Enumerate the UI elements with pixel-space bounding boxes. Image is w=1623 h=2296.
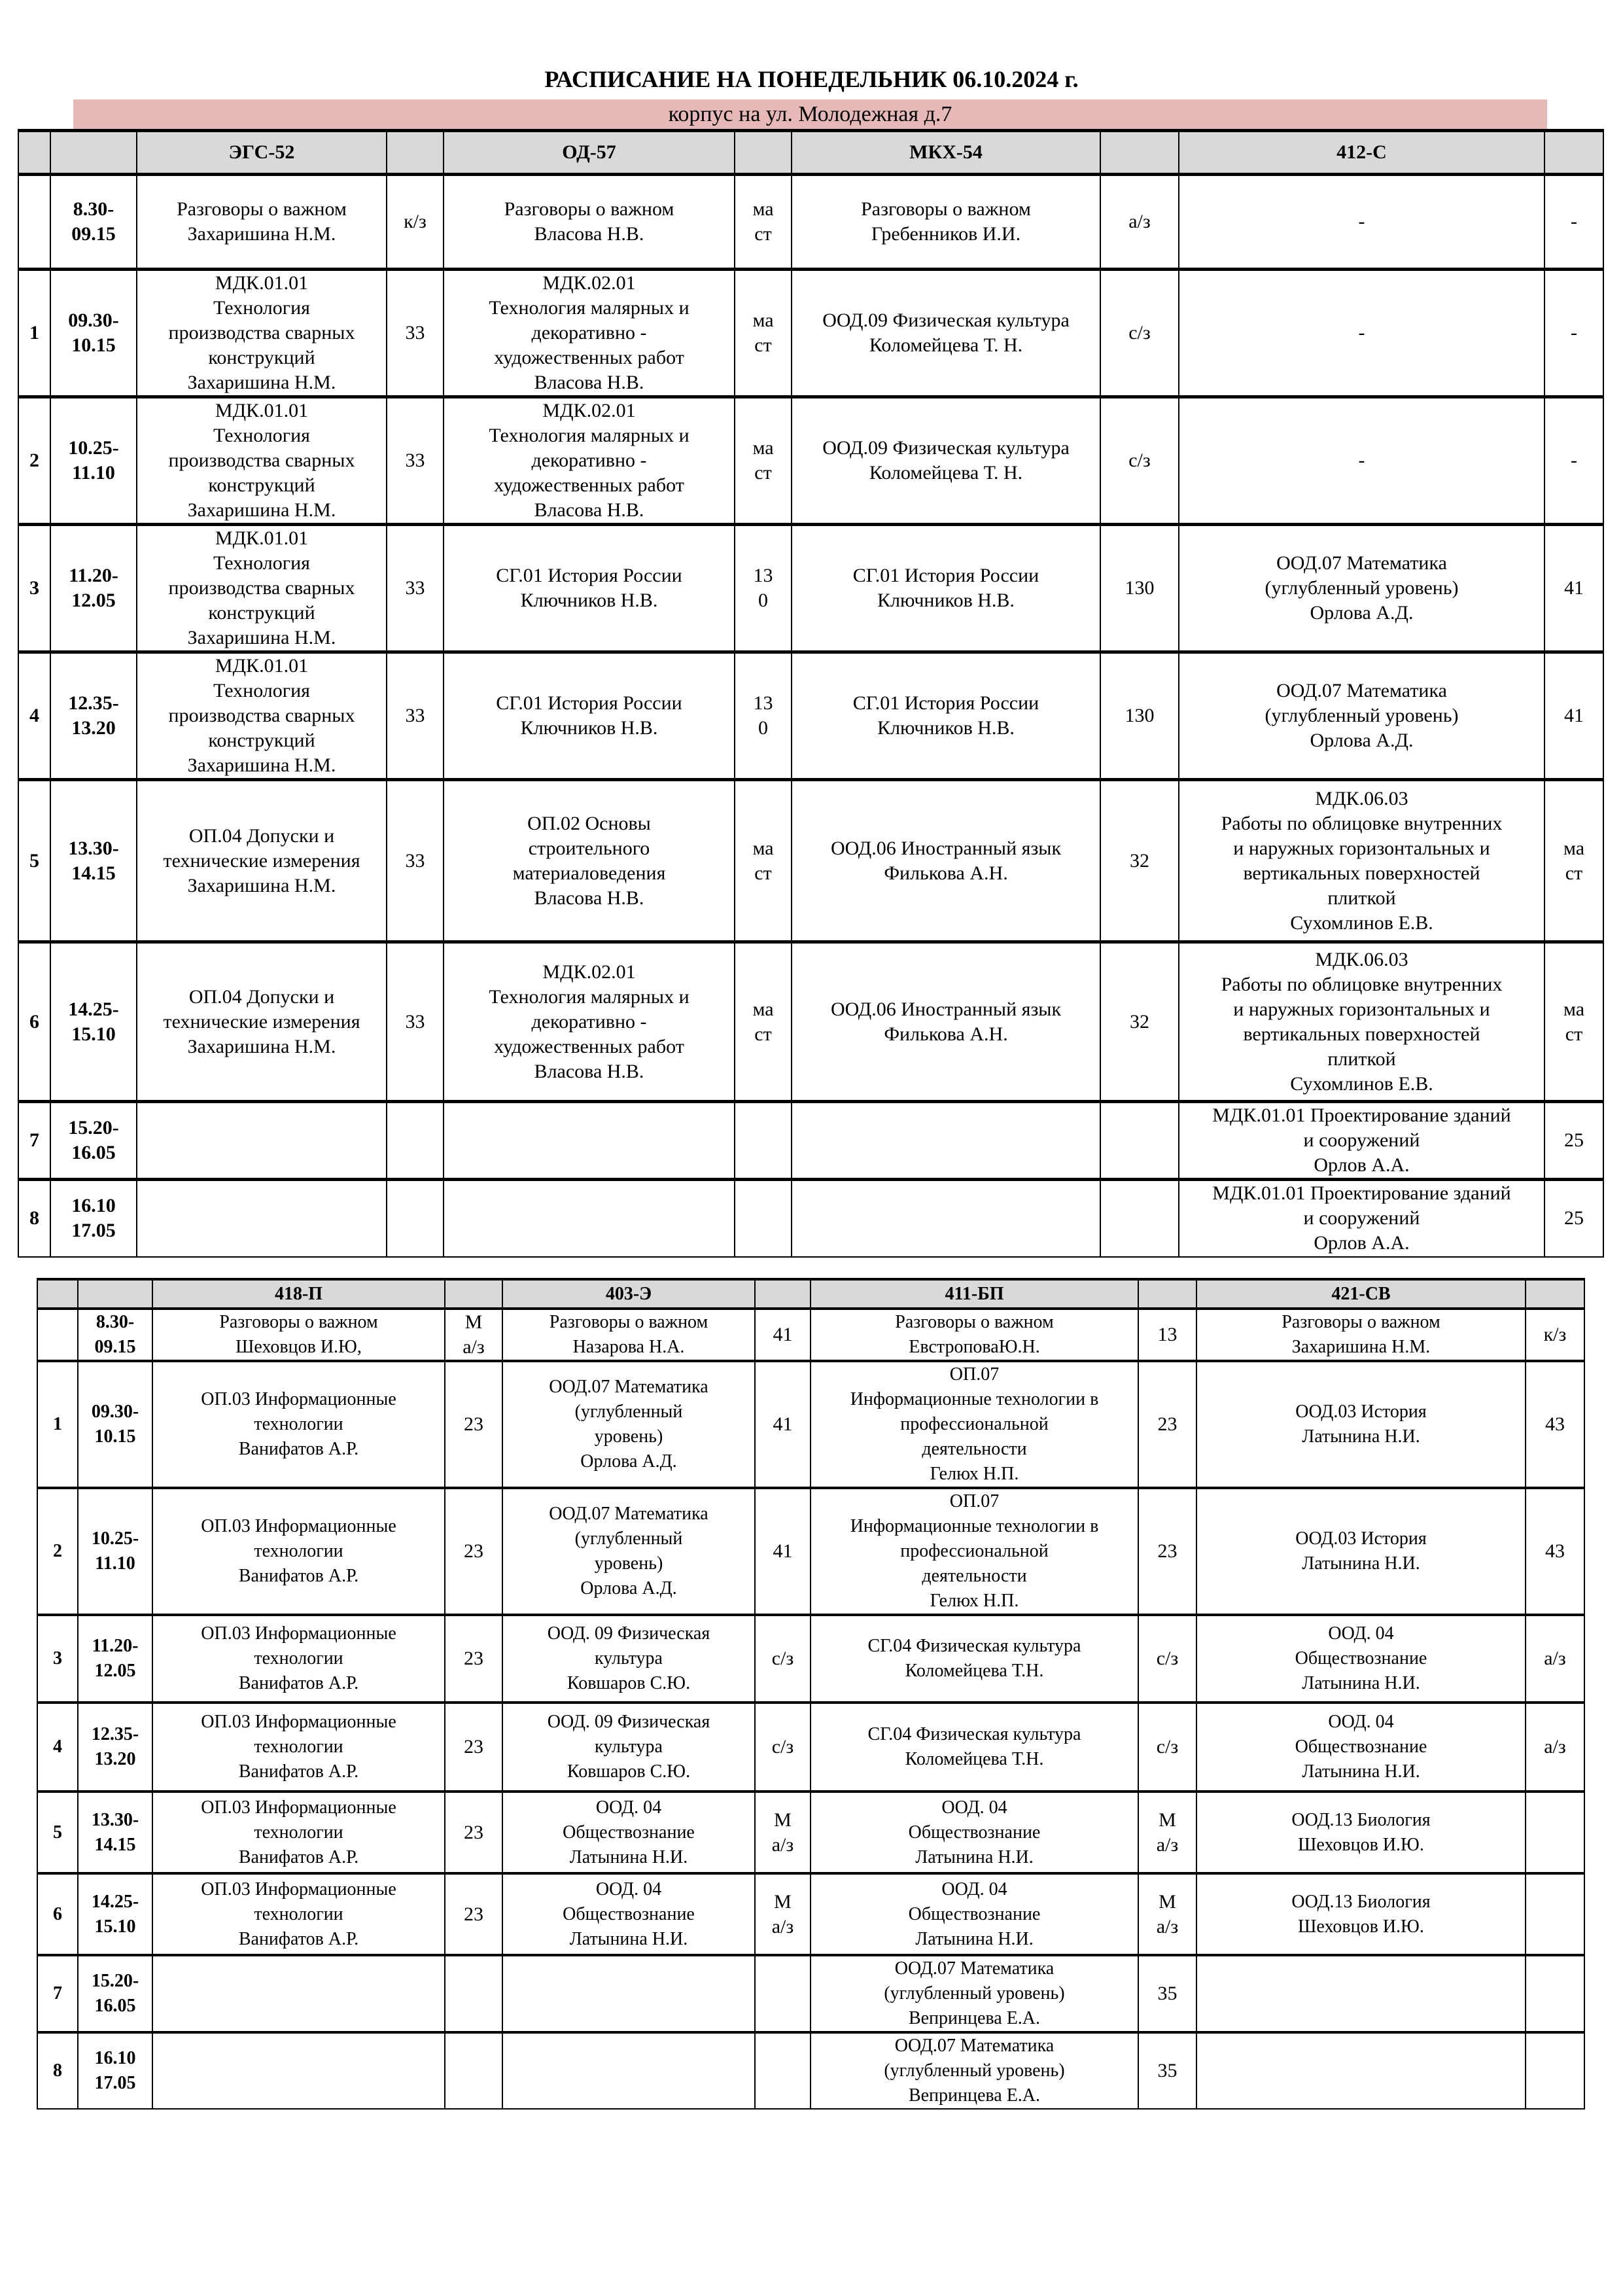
subject-cell: ОП.03 Информационные технологии Ванифатов А.Р.: [152, 1703, 445, 1792]
room-cell: 23: [445, 1615, 502, 1703]
subject-cell: ООД.03 История Латынина Н.И.: [1196, 1488, 1526, 1615]
lesson-number: 1: [37, 1361, 78, 1488]
room-cell: [755, 1955, 811, 2032]
subject-cell: [152, 1955, 445, 2032]
room-cell: 41: [1544, 652, 1603, 780]
room-cell: М а/з: [755, 1873, 811, 1955]
page-title: РАСПИСАНИЕ НА ПОНЕДЕЛЬНИК 06.10.2024 г.: [544, 66, 1079, 92]
room-cell: 23: [1138, 1361, 1196, 1488]
subject-cell: ООД. 09 Физическая культура Ковшаров С.Ю.: [502, 1615, 755, 1703]
subject-cell: ООД. 04 Обществознание Латынина Н.И.: [502, 1792, 755, 1873]
room-cell: с/з: [1100, 270, 1179, 397]
room-cell: 32: [1100, 780, 1179, 942]
subject-cell: ООД.09 Физическая культура Коломейцева Т. Н.: [792, 270, 1100, 397]
subject-cell: ОП.04 Допуски и технические измерения Захаришина Н.М.: [137, 780, 387, 942]
table-row: [18, 652, 1603, 780]
lesson-time: 14.25- 15.10: [78, 1873, 152, 1955]
room-cell: 23: [445, 1792, 502, 1873]
subject-cell: ОП.02 Основы строительного материаловедения Власова Н.В.: [444, 780, 735, 942]
table-row: [37, 1703, 1584, 1792]
subject-cell: СГ.01 История России Ключников Н.В.: [444, 652, 735, 780]
lesson-time: 11.20- 12.05: [78, 1615, 152, 1703]
subject-cell: МДК.01.01 Технология производства сварных конструкций Захаришина Н.М.: [137, 270, 387, 397]
table-row: [18, 397, 1603, 525]
subject-cell: ООД.13 Биология Шеховцов И.Ю.: [1196, 1873, 1526, 1955]
lesson-number: [37, 1309, 78, 1361]
subject-cell: Разговоры о важном Шеховцов И.Ю,: [152, 1309, 445, 1361]
subject-cell: МДК.01.01 Технология производства сварных конструкций Захаришина Н.М.: [137, 397, 387, 525]
room-cell: 32: [1100, 942, 1179, 1102]
subject-cell: ООД. 04 Обществознание Латынина Н.И.: [1196, 1615, 1526, 1703]
room-cell: с/з: [1100, 397, 1179, 525]
room-cell: 23: [1138, 1488, 1196, 1615]
room-cell: [445, 2032, 502, 2109]
room-cell: [735, 1102, 792, 1180]
subject-cell: ООД. 04 Обществознание Латынина Н.И.: [811, 1792, 1138, 1873]
subject-cell: ООД.07 Математика (углубленный уровень) Орлова А.Д.: [1179, 652, 1544, 780]
lesson-time: 8.30- 09.15: [50, 175, 137, 270]
lesson-time: 09.30- 10.15: [78, 1361, 152, 1488]
lesson-time: 16.10 17.05: [78, 2032, 152, 2109]
lesson-number: 7: [37, 1955, 78, 2032]
room-cell: к/з: [1526, 1309, 1584, 1361]
group-header: 418-П: [152, 1279, 445, 1309]
room-cell: ма ст: [735, 780, 792, 942]
table-row: [37, 1873, 1584, 1955]
room-cell: 33: [387, 397, 444, 525]
room-cell: 41: [1544, 525, 1603, 652]
subject-cell: ООД.07 Математика (углубленный уровень) Вепринцева Е.А.: [811, 2032, 1138, 2109]
room-cell: 41: [755, 1309, 811, 1361]
table-row: [18, 270, 1603, 397]
subject-cell: [502, 1955, 755, 2032]
room-cell: а/з: [1526, 1615, 1584, 1703]
lesson-number: 8: [37, 2032, 78, 2109]
room-cell: 23: [445, 1488, 502, 1615]
group-header: 403-Э: [502, 1279, 755, 1309]
lesson-number: 3: [37, 1615, 78, 1703]
room-cell: 25: [1544, 1102, 1603, 1180]
room-cell: -: [1544, 270, 1603, 397]
table-row: [18, 175, 1603, 270]
subject-cell: -: [1179, 270, 1544, 397]
group-header: 421-СВ: [1196, 1279, 1526, 1309]
table-row: [37, 2032, 1584, 2109]
subject-cell: МДК.01.01 Технология производства сварных конструкций Захаришина Н.М.: [137, 652, 387, 780]
subject-cell: ООД.07 Математика (углубленный уровень) Орлова А.Д.: [502, 1361, 755, 1488]
group-header: ОД-57: [444, 131, 735, 175]
room-cell: 23: [445, 1703, 502, 1792]
header-time-cell: [50, 131, 137, 175]
subject-cell: ОП.03 Информационные технологии Ванифатов А.Р.: [152, 1361, 445, 1488]
room-cell: [1100, 1102, 1179, 1180]
lesson-time: 09.30- 10.15: [50, 270, 137, 397]
room-cell: [1526, 1955, 1584, 2032]
subject-cell: ОП.07 Информационные технологии в профессиональной деятельности Гелюх Н.П.: [811, 1488, 1138, 1615]
room-header: [755, 1279, 811, 1309]
subject-cell: [137, 1102, 387, 1180]
subject-cell: ООД. 04 Обществознание Латынина Н.И.: [502, 1873, 755, 1955]
room-cell: [1526, 1873, 1584, 1955]
schedule-table-2: [37, 1278, 1585, 2110]
lesson-time: 12.35- 13.20: [78, 1703, 152, 1792]
room-cell: ма ст: [735, 175, 792, 270]
lesson-number: 4: [37, 1703, 78, 1792]
subject-cell: Разговоры о важном Назарова Н.А.: [502, 1309, 755, 1361]
subject-cell: ООД.13 Биология Шеховцов И.Ю.: [1196, 1792, 1526, 1873]
subject-cell: Разговоры о важном Власова Н.В.: [444, 175, 735, 270]
subject-cell: МДК.01.01 Технология производства сварных конструкций Захаришина Н.М.: [137, 525, 387, 652]
room-cell: 130: [1100, 525, 1179, 652]
room-cell: 35: [1138, 1955, 1196, 2032]
room-cell: ма ст: [735, 270, 792, 397]
lesson-number: 5: [18, 780, 50, 942]
table-row: [18, 1180, 1603, 1257]
subject-cell: ООД.06 Иностранный язык Филькова А.Н.: [792, 942, 1100, 1102]
room-header: [387, 131, 444, 175]
lesson-number: 2: [37, 1488, 78, 1615]
room-cell: [1100, 1180, 1179, 1257]
subject-cell: ООД.03 История Латынина Н.И.: [1196, 1361, 1526, 1488]
lesson-time: 15.20- 16.05: [50, 1102, 137, 1180]
subject-cell: ООД. 09 Физическая культура Ковшаров С.Ю.: [502, 1703, 755, 1792]
room-cell: М а/з: [1138, 1873, 1196, 1955]
lesson-number: 7: [18, 1102, 50, 1180]
subject-cell: [137, 1180, 387, 1257]
room-cell: [755, 2032, 811, 2109]
header-num-cell: [18, 131, 50, 175]
subject-cell: ОП.07 Информационные технологии в профессиональной деятельности Гелюх Н.П.: [811, 1361, 1138, 1488]
room-header: [735, 131, 792, 175]
schedule-table-1: [18, 129, 1604, 1258]
room-header: [445, 1279, 502, 1309]
room-cell: 33: [387, 525, 444, 652]
room-cell: 43: [1526, 1361, 1584, 1488]
room-cell: с/з: [755, 1615, 811, 1703]
header-time-cell: [78, 1279, 152, 1309]
room-cell: 130: [1100, 652, 1179, 780]
subject-cell: ООД.09 Физическая культура Коломейцева Т. Н.: [792, 397, 1100, 525]
lesson-number: 5: [37, 1792, 78, 1873]
lesson-number: 1: [18, 270, 50, 397]
table-row: [37, 1361, 1584, 1488]
room-cell: 43: [1526, 1488, 1584, 1615]
room-cell: к/з: [387, 175, 444, 270]
room-cell: ма ст: [735, 942, 792, 1102]
room-cell: 13 0: [735, 525, 792, 652]
lesson-number: 2: [18, 397, 50, 525]
subject-cell: МДК.02.01 Технология малярных и декоративно - художественных работ Власова Н.В.: [444, 397, 735, 525]
room-cell: 33: [387, 652, 444, 780]
room-header: [1526, 1279, 1584, 1309]
lesson-number: 6: [37, 1873, 78, 1955]
subject-cell: ООД.07 Математика (углубленный уровень) Орлова А.Д.: [502, 1488, 755, 1615]
room-cell: 13 0: [735, 652, 792, 780]
table-row: [37, 1792, 1584, 1873]
subject-cell: СГ.01 История России Ключников Н.В.: [792, 652, 1100, 780]
room-cell: 35: [1138, 2032, 1196, 2109]
subject-cell: ОП.03 Информационные технологии Ванифатов А.Р.: [152, 1488, 445, 1615]
room-cell: [387, 1102, 444, 1180]
group-header: ЭГС-52: [137, 131, 387, 175]
table-row: [18, 942, 1603, 1102]
room-cell: -: [1544, 397, 1603, 525]
room-cell: [1526, 2032, 1584, 2109]
lesson-time: 8.30- 09.15: [78, 1309, 152, 1361]
room-cell: 25: [1544, 1180, 1603, 1257]
room-cell: 33: [387, 942, 444, 1102]
header-num-cell: [37, 1279, 78, 1309]
header-row: [18, 131, 1603, 175]
group-header: МКХ-54: [792, 131, 1100, 175]
lesson-time: 14.25- 15.10: [50, 942, 137, 1102]
room-cell: 23: [445, 1361, 502, 1488]
room-cell: а/з: [1526, 1703, 1584, 1792]
room-cell: с/з: [755, 1703, 811, 1792]
room-cell: 41: [755, 1488, 811, 1615]
table-row: [37, 1955, 1584, 2032]
lesson-time: 13.30- 14.15: [50, 780, 137, 942]
room-cell: [735, 1180, 792, 1257]
subject-cell: ООД. 04 Обществознание Латынина Н.И.: [1196, 1703, 1526, 1792]
room-cell: с/з: [1138, 1615, 1196, 1703]
subject-cell: Разговоры о важном Гребенников И.И.: [792, 175, 1100, 270]
room-cell: 33: [387, 780, 444, 942]
subject-cell: МДК.01.01 Проектирование зданий и сооружений Орлов А.А.: [1179, 1102, 1544, 1180]
lesson-time: 13.30- 14.15: [78, 1792, 152, 1873]
header-row: [37, 1279, 1584, 1309]
table-row: [37, 1488, 1584, 1615]
lesson-number: 8: [18, 1180, 50, 1257]
subject-cell: -: [1179, 397, 1544, 525]
room-cell: 33: [387, 270, 444, 397]
subject-cell: ООД.06 Иностранный язык Филькова А.Н.: [792, 780, 1100, 942]
subject-cell: ООД.07 Математика (углубленный уровень) Вепринцева Е.А.: [811, 1955, 1138, 2032]
subject-cell: [444, 1102, 735, 1180]
lesson-number: 4: [18, 652, 50, 780]
room-cell: [445, 1955, 502, 2032]
table-row: [18, 1102, 1603, 1180]
subject-cell: ООД.07 Математика (углубленный уровень) Орлова А.Д.: [1179, 525, 1544, 652]
subject-cell: МДК.02.01 Технология малярных и декоративно - художественных работ Власова Н.В.: [444, 270, 735, 397]
room-cell: М а/з: [445, 1309, 502, 1361]
subject-cell: [502, 2032, 755, 2109]
subject-cell: [152, 2032, 445, 2109]
subject-cell: [1196, 2032, 1526, 2109]
room-cell: ма ст: [1544, 780, 1603, 942]
lesson-time: 15.20- 16.05: [78, 1955, 152, 2032]
subject-cell: Разговоры о важном ЕвстроповаЮ.Н.: [811, 1309, 1138, 1361]
subject-cell: ООД. 04 Обществознание Латынина Н.И.: [811, 1873, 1138, 1955]
room-cell: -: [1544, 175, 1603, 270]
lesson-time: 16.10 17.05: [50, 1180, 137, 1257]
subject-cell: СГ.04 Физическая культура Коломейцева Т.Н.: [811, 1703, 1138, 1792]
subject-cell: [1196, 1955, 1526, 2032]
room-cell: с/з: [1138, 1703, 1196, 1792]
subject-cell: Разговоры о важном Захаришина Н.М.: [1196, 1309, 1526, 1361]
subject-cell: МДК.02.01 Технология малярных и декоративно - художественных работ Власова Н.В.: [444, 942, 735, 1102]
subject-cell: МДК.06.03 Работы по облицовке внутренних и наружных горизонтальных и вертикальных поверхностей плиткой Сухомлинов Е.В.: [1179, 942, 1544, 1102]
subject-cell: ОП.03 Информационные технологии Ванифатов А.Р.: [152, 1873, 445, 1955]
room-header: [1544, 131, 1603, 175]
subject-cell: МДК.01.01 Проектирование зданий и сооружений Орлов А.А.: [1179, 1180, 1544, 1257]
subject-cell: -: [1179, 175, 1544, 270]
lesson-number: [18, 175, 50, 270]
group-header: 411-БП: [811, 1279, 1138, 1309]
room-cell: М а/з: [1138, 1792, 1196, 1873]
building-label: корпус на ул. Молодежная д.7: [73, 99, 1547, 129]
subject-cell: СГ.01 История России Ключников Н.В.: [444, 525, 735, 652]
room-cell: [387, 1180, 444, 1257]
room-cell: [1526, 1792, 1584, 1873]
table-row: [18, 780, 1603, 942]
table-row: [37, 1615, 1584, 1703]
subject-cell: ОП.04 Допуски и технические измерения Захаришина Н.М.: [137, 942, 387, 1102]
room-cell: М а/з: [755, 1792, 811, 1873]
subject-cell: [792, 1102, 1100, 1180]
room-cell: ма ст: [735, 397, 792, 525]
room-cell: 41: [755, 1361, 811, 1488]
room-cell: а/з: [1100, 175, 1179, 270]
subject-cell: СГ.01 История России Ключников Н.В.: [792, 525, 1100, 652]
subject-cell: ОП.03 Информационные технологии Ванифатов А.Р.: [152, 1615, 445, 1703]
lesson-time: 10.25- 11.10: [78, 1488, 152, 1615]
lesson-time: 10.25- 11.10: [50, 397, 137, 525]
group-header: 412-С: [1179, 131, 1544, 175]
room-header: [1100, 131, 1179, 175]
table-row: [37, 1309, 1584, 1361]
room-header: [1138, 1279, 1196, 1309]
subject-cell: [444, 1180, 735, 1257]
subject-cell: МДК.06.03 Работы по облицовке внутренних и наружных горизонтальных и вертикальных поверхностей плиткой Сухомлинов Е.В.: [1179, 780, 1544, 942]
subject-cell: СГ.04 Физическая культура Коломейцева Т.Н.: [811, 1615, 1138, 1703]
lesson-number: 3: [18, 525, 50, 652]
lesson-time: 11.20- 12.05: [50, 525, 137, 652]
room-cell: 23: [445, 1873, 502, 1955]
subject-cell: [792, 1180, 1100, 1257]
lesson-number: 6: [18, 942, 50, 1102]
subject-cell: ОП.03 Информационные технологии Ванифатов А.Р.: [152, 1792, 445, 1873]
room-cell: 13: [1138, 1309, 1196, 1361]
subject-cell: Разговоры о важном Захаришина Н.М.: [137, 175, 387, 270]
table-row: [18, 525, 1603, 652]
room-cell: ма ст: [1544, 942, 1603, 1102]
lesson-time: 12.35- 13.20: [50, 652, 137, 780]
